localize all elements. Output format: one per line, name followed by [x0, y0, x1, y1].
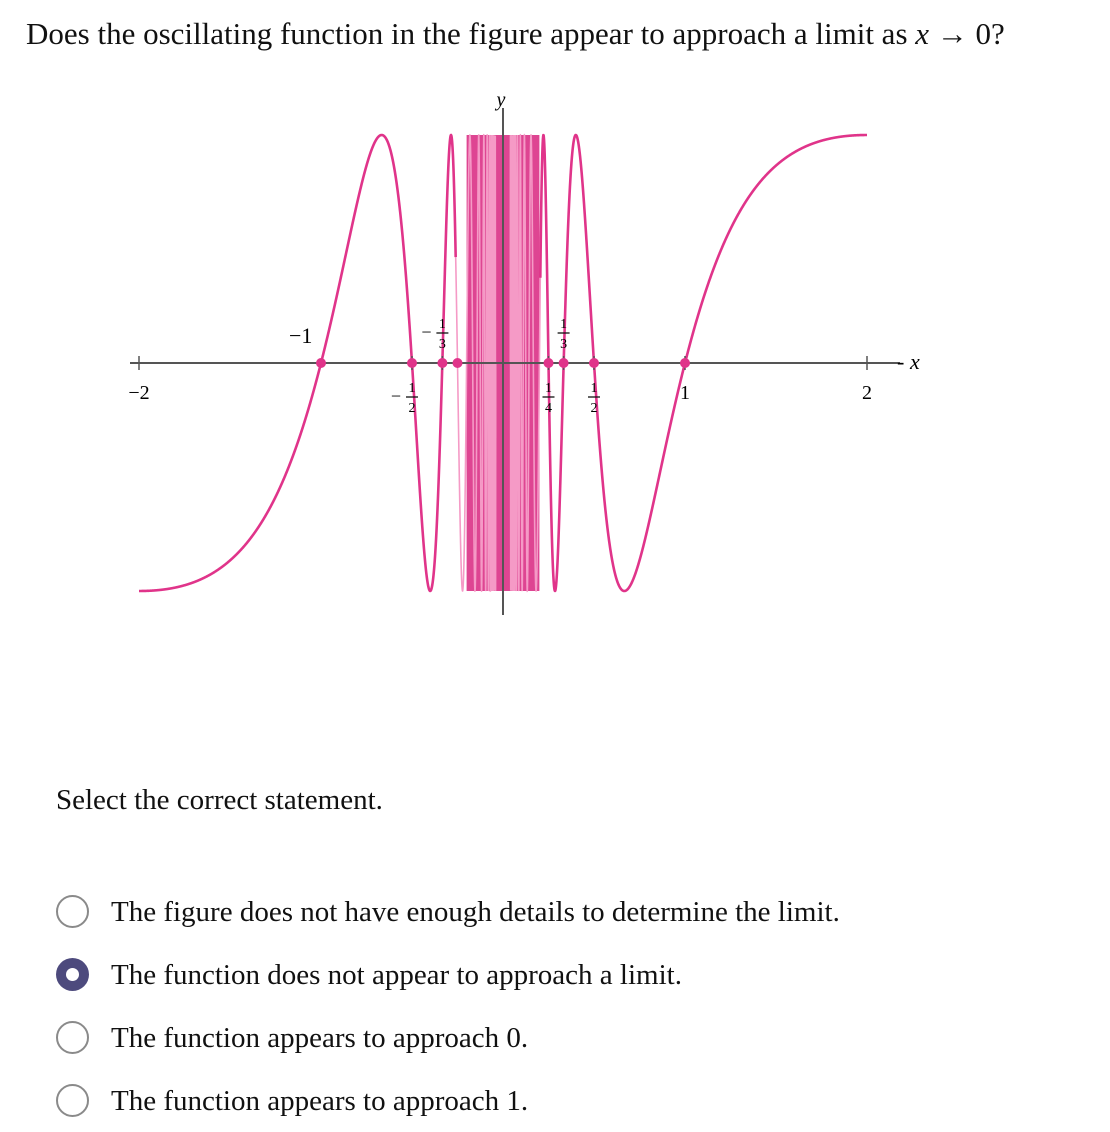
option-approach-zero[interactable]: [56, 1006, 956, 1069]
radio-button[interactable]: [56, 895, 89, 928]
prompt-text: Select the correct statement.: [56, 784, 383, 816]
tick-label: 2: [862, 382, 872, 404]
option-label: The function does not appear to approach a limit.: [111, 958, 682, 991]
svg-text:3: 3: [438, 337, 446, 352]
svg-text:1: 1: [408, 381, 416, 396]
svg-text:1: 1: [560, 317, 568, 332]
svg-text:4: 4: [545, 401, 552, 416]
option-approach-one[interactable]: [56, 1069, 956, 1132]
zero-crossing-point: [316, 358, 326, 368]
option-label: The function appears to approach 1.: [111, 1084, 529, 1117]
option-label: The figure does not have enough details to determine the limit.: [111, 895, 840, 928]
x-axis-label: x: [910, 349, 920, 374]
svg-text:1: 1: [545, 381, 552, 396]
zero-crossing-point: [559, 358, 569, 368]
question-main: Does the oscillating function in the figure appear to approach a limit as: [26, 16, 908, 51]
question-arrow: →: [936, 16, 968, 51]
svg-text:1: 1: [438, 317, 446, 332]
option-not-enough-details[interactable]: [56, 880, 956, 943]
label-minus-one: −1: [289, 323, 313, 348]
svg-text:−: −: [421, 322, 432, 342]
tick-label: −2: [128, 382, 150, 404]
option-no-limit[interactable]: [56, 943, 956, 1006]
radio-button[interactable]: [56, 958, 89, 991]
svg-text:2: 2: [408, 401, 416, 416]
svg-text:1: 1: [590, 381, 598, 396]
zero-crossing-point: [544, 358, 554, 368]
x-axis-label-dash: -: [897, 349, 905, 374]
radio-button[interactable]: [56, 1084, 89, 1117]
zero-crossing-point: [680, 358, 690, 368]
svg-text:2: 2: [590, 401, 598, 416]
svg-text:−: −: [390, 386, 402, 406]
question-variable: x: [915, 16, 930, 51]
y-axis-label: y: [496, 89, 506, 111]
zero-crossing-point: [407, 358, 417, 368]
svg-text:3: 3: [560, 337, 568, 352]
zero-crossing-point: [437, 358, 447, 368]
answer-options: [56, 880, 956, 1132]
zero-crossing-point: [589, 358, 599, 368]
tick-label: 1: [680, 382, 690, 404]
question-tail: 0?: [975, 16, 1005, 51]
radio-button[interactable]: [56, 1021, 89, 1054]
zero-crossing-point: [453, 358, 463, 368]
option-label: The function appears to approach 0.: [111, 1021, 529, 1054]
